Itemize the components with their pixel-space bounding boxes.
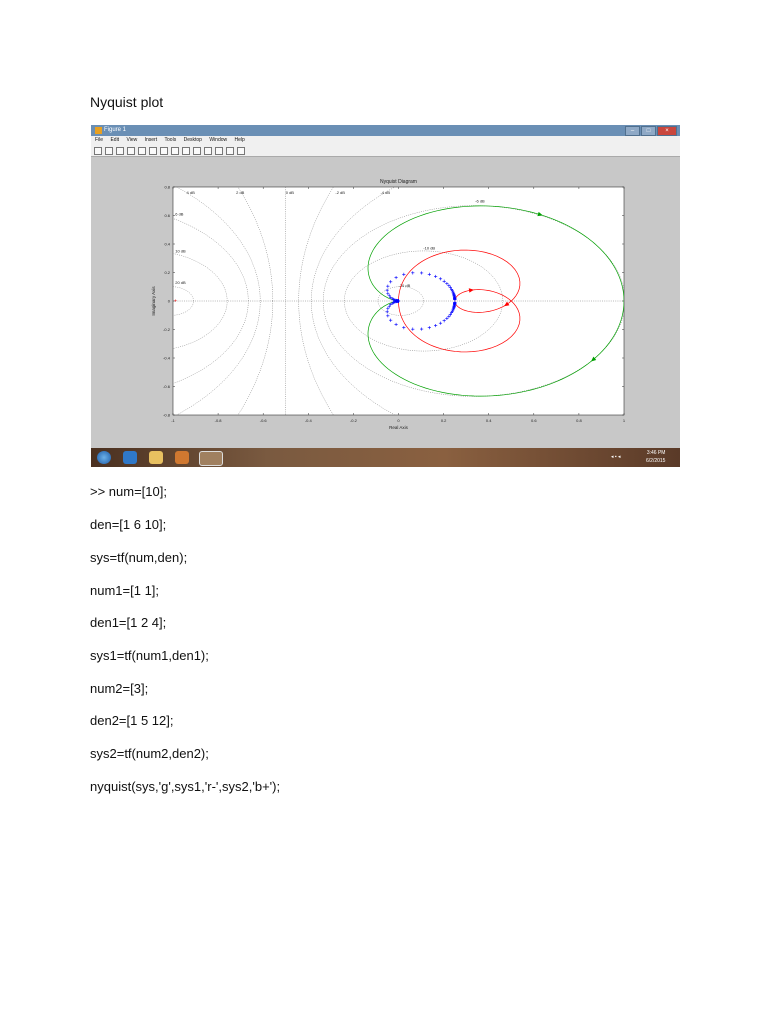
menu-edit[interactable]: Edit <box>110 137 120 143</box>
y-tick-label: -0.4 <box>163 355 170 361</box>
matlab-figure-screenshot <box>91 125 680 467</box>
menu-window[interactable]: Window <box>209 137 228 143</box>
internet-explorer-icon[interactable] <box>123 451 137 464</box>
zoom-out-icon[interactable] <box>160 147 168 155</box>
code-line: den2=[1 5 12]; <box>90 713 174 728</box>
save-icon[interactable] <box>116 147 124 155</box>
grid-db-label: -10 dB <box>423 245 436 251</box>
minimize-button[interactable]: – <box>625 126 640 136</box>
media-player-icon[interactable] <box>175 451 189 464</box>
menu-desktop[interactable]: Desktop <box>183 137 202 143</box>
new-file-icon[interactable] <box>94 147 102 155</box>
colorbar-icon[interactable] <box>204 147 212 155</box>
y-tick-label: -0.2 <box>163 327 170 332</box>
hide-plot-tools-icon[interactable] <box>226 147 234 155</box>
x-tick-label: 1 <box>622 418 626 423</box>
code-line: >> num=[10]; <box>90 484 167 499</box>
clock-date: 6/2/2015 <box>646 458 666 464</box>
x-tick-label: 0.4 <box>485 418 492 423</box>
code-line: sys2=tf(num2,den2); <box>90 746 209 761</box>
menu-help[interactable]: Help <box>234 137 245 143</box>
x-tick-label: 0 <box>397 418 400 423</box>
grid-db-label: 6 dB <box>175 211 184 217</box>
code-line: num1=[1 1]; <box>90 583 160 598</box>
grid-db-label: 2 dB <box>236 190 245 196</box>
pointer-icon[interactable] <box>138 147 146 155</box>
critical-point-marker: + <box>174 298 177 305</box>
x-tick-label: 0.8 <box>576 418 582 423</box>
y-tick-label: 0 <box>167 298 170 304</box>
grid-db-label: 20 dB <box>175 279 186 285</box>
window-titlebar <box>91 125 680 136</box>
matlab-taskbar-icon[interactable] <box>199 451 223 466</box>
clock <box>646 449 665 467</box>
maximize-button[interactable]: □ <box>641 126 656 136</box>
y-tick-label: 0.6 <box>164 213 170 218</box>
pan-icon[interactable] <box>171 147 179 155</box>
tray-icons: ◂ ▪ ◂ <box>611 454 621 460</box>
y-tick-label: 0.4 <box>164 241 170 247</box>
data-cursor-icon[interactable] <box>193 147 201 155</box>
code-line: num2=[3]; <box>90 681 149 696</box>
x-tick-label: 0.2 <box>440 418 447 423</box>
legend-icon[interactable] <box>215 147 223 155</box>
menu-bar <box>91 136 680 144</box>
chart-title: Nyquist Diagram <box>380 179 417 185</box>
y-axis-label: Imaginary Axis <box>151 286 156 316</box>
x-tick-label: -1 <box>171 418 175 423</box>
grid-db-label: 0 dB <box>285 190 294 196</box>
open-folder-icon[interactable] <box>105 147 113 155</box>
y-tick-label: -0.6 <box>163 384 170 389</box>
grid-db-label: 10 dB <box>175 248 186 254</box>
matlab-icon <box>95 127 102 134</box>
show-plot-tools-icon[interactable] <box>237 147 245 155</box>
x-tick-label: -0.8 <box>214 418 222 423</box>
y-tick-label: -0.8 <box>163 412 170 418</box>
code-line: den1=[1 2 4]; <box>90 615 167 630</box>
x-axis-label: Real Axis <box>389 425 408 430</box>
figure-toolbar <box>91 144 680 157</box>
rotate-icon[interactable] <box>182 147 190 155</box>
file-explorer-icon[interactable] <box>149 451 163 464</box>
document-heading: Nyquist plot <box>90 94 164 110</box>
menu-view[interactable]: View <box>126 137 138 143</box>
x-tick-label: -0.6 <box>259 418 267 423</box>
code-line: den=[1 6 10]; <box>90 517 167 532</box>
clock-time: 3:46 PM <box>646 450 666 456</box>
close-button[interactable]: × <box>657 126 677 136</box>
figure-area <box>91 157 680 449</box>
menu-file[interactable]: File <box>95 137 104 143</box>
code-line: sys1=tf(num1,den1); <box>90 648 209 663</box>
code-line: nyquist(sys,'g',sys1,'r-',sys2,'b+'); <box>90 779 281 794</box>
grid-db-label: 4 dB <box>186 190 195 196</box>
grid-db-label: -6 dB <box>475 198 485 204</box>
grid-db-label: -4 dB <box>380 190 391 196</box>
x-tick-label: -0.2 <box>349 418 357 423</box>
x-tick-label: 0.6 <box>531 418 537 423</box>
menu-insert[interactable]: Insert <box>144 137 158 143</box>
grid-db-label: -20 dB <box>398 282 411 288</box>
zoom-in-icon[interactable] <box>149 147 157 155</box>
code-line: sys=tf(num,den); <box>90 550 188 565</box>
start-button-icon[interactable] <box>97 451 111 464</box>
grid-db-label: -2 dB <box>335 190 345 196</box>
y-tick-label: 0.8 <box>164 184 170 190</box>
y-tick-label: 0.2 <box>164 270 170 275</box>
menu-tools[interactable]: Tools <box>164 137 177 143</box>
print-icon[interactable] <box>127 147 135 155</box>
windows-taskbar <box>91 448 680 467</box>
window-title: Figure 1 <box>104 127 127 133</box>
nyquist-chart <box>91 157 680 449</box>
x-tick-label: -0.4 <box>304 418 312 423</box>
